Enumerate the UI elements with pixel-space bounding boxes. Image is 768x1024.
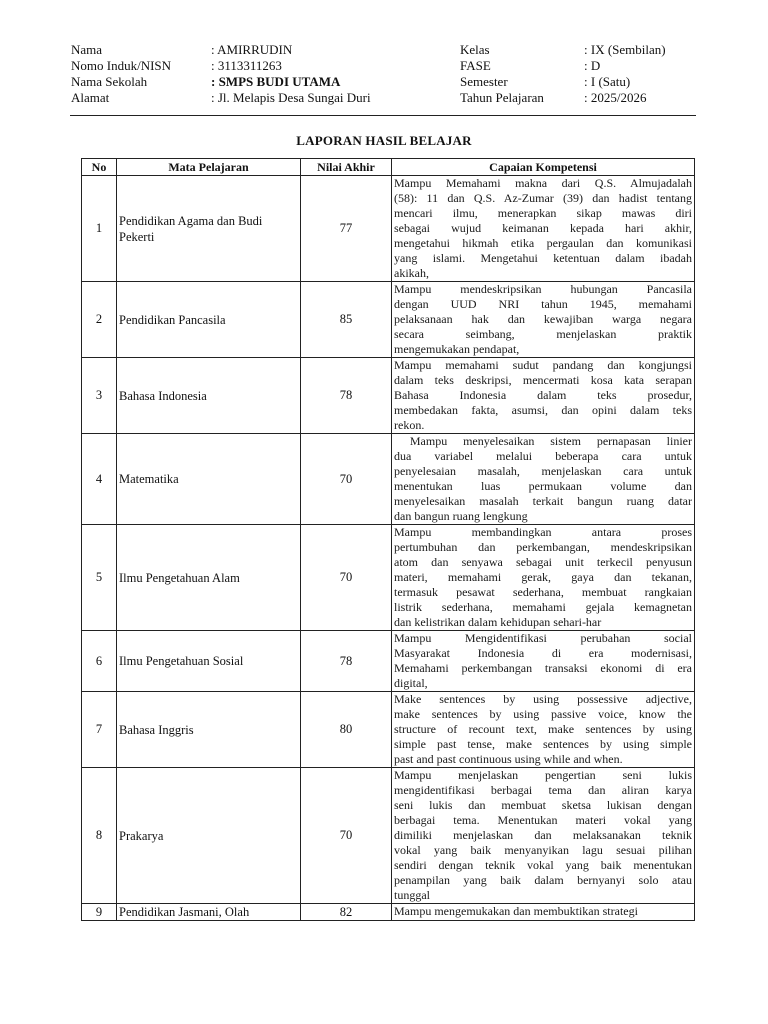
competency-line: berbagai tema. Menentukan materi vokal yang [394,813,692,827]
competency-line: atom dan senyawa sebagai unit terkecil penyusun [394,555,692,569]
table-row [82,358,695,434]
final-score: 78 [301,358,392,434]
competency-line: Mampu mengemukakan dan membuktikan strategi [394,904,638,918]
subject-name: Pendidikan Agama dan Budi Pekerti [117,176,301,282]
competency-line: vokal yang baik menyanyikan lagu sesuai pilihan [394,843,692,857]
competency-line: rekon. [394,418,425,432]
name-value: : AMIRRUDIN [211,42,293,57]
row-number: 6 [82,631,117,692]
grades-table [81,158,695,921]
competency-line: dalam teks deskripsi, mencermati kosa kata serapan [394,373,692,387]
table-row [82,434,695,525]
competency-line: mencari ilmu, menerapkan sikap mawas diri [394,206,692,220]
info-row-3 [71,74,691,90]
competency-line: Memahami perkembangan transaksi ekonomi di era [394,661,692,675]
table-row [82,692,695,768]
table-row [82,631,695,692]
final-score: 82 [301,904,392,921]
competency-line: simple past tense, make sentences by using simple [394,737,692,751]
row-number: 2 [82,282,117,358]
row-number: 9 [82,904,117,921]
final-score: 70 [301,525,392,631]
table-header-row [82,159,695,176]
competency-line: materi, memahami gerak, gaya dan tekanan, [394,570,692,584]
row-number: 3 [82,358,117,434]
final-score: 80 [301,692,392,768]
subject-name: Pendidikan Jasmani, Olah [117,904,301,921]
competency-line: membedakan fakta, asumsi, dan opini dalam teks [394,403,692,417]
competency-line: sendiri dengan teknik vokal yang baik menentukan [394,858,692,872]
competency-description [392,525,695,631]
competency-line: (58): 11 dan Q.S. Az-Zumar (39) dan hadist tentang [394,191,692,205]
subject-name: Ilmu Pengetahuan Sosial [117,631,301,692]
competency-description [392,904,695,921]
class-label: Kelas [460,42,490,57]
competency-line: menyelesaikan masalah terkait bangun ruang datar [394,494,692,508]
competency-line: Mampu memahami sudut pandang dan kongjungsi [394,358,692,372]
competency-description [392,768,695,904]
year-value: : 2025/2026 [584,90,647,105]
competency-line: Make sentences by using possessive adjective, [394,692,692,706]
competency-line: mengidentifikasi berbagai tema dan aliran karya [394,783,692,797]
competency-line: sebagai wujud keimanan kepada hari akhir, [394,221,692,235]
competency-line: digital, [394,676,428,690]
competency-line: dengan UUD NRI tahun 1945, memahami [394,297,692,311]
school-value: : SMPS BUDI UTAMA [211,74,341,89]
nisn-value: : 3113311263 [211,58,282,73]
final-score: 85 [301,282,392,358]
competency-line: mengetahui hikmah etika pergaulan dan komunikasi [394,236,692,250]
student-info [71,42,691,106]
col-header-subject: Mata Pelajaran [117,159,301,176]
competency-line: dua variabel melalui beberapa cara untuk [394,449,692,463]
subject-name: Matematika [117,434,301,525]
row-number: 1 [82,176,117,282]
competency-line: Mampu menyelesaikan sistem pernapasan linier [394,434,692,448]
competency-line: dimiliki menjelaskan dan melaksanakan teknik [394,828,692,842]
competency-line: dan kelistrikan dalam kehidupan sehari-har [394,615,602,629]
table-row [82,525,695,631]
subject-name: Bahasa Indonesia [117,358,301,434]
competency-line: Mampu Memahami makna dari Q.S. Almujadalah [394,176,692,190]
col-header-score: Nilai Akhir [301,159,392,176]
row-number: 5 [82,525,117,631]
competency-line: seni lukis dan membuat sketsa lukisan dengan [394,798,692,812]
competency-line: past and past continuous using while and when. [394,752,623,766]
competency-line: listrik sederhana, memahami gejala kemagnetan [394,600,692,614]
final-score: 77 [301,176,392,282]
competency-line: structure of recount text, make sentences by using [394,722,692,736]
table-row [82,904,695,921]
subject-name: Prakarya [117,768,301,904]
competency-line: yang islami. Mengetahui ketentuan dalam ibadah [394,251,692,265]
table-row [82,176,695,282]
phase-label: FASE [460,58,491,73]
competency-line: pelaksanaan hak dan kewajiban warga negara [394,312,692,326]
competency-line: Mampu Mengidentifikasi perubahan social [394,631,692,645]
competency-line: Bahasa Indonesia dalam teks prosedur, [394,388,692,402]
semester-value: : I (Satu) [584,74,631,89]
grades-body [82,176,695,921]
competency-description [392,282,695,358]
final-score: 70 [301,768,392,904]
competency-line: termasuk pesawat sederhana, membuat rangkaian [394,585,692,599]
final-score: 78 [301,631,392,692]
competency-line: Mampu membandingkan antara proses [394,525,692,539]
info-row-2 [71,58,691,74]
table-row [82,282,695,358]
competency-line: Mampu menjelaskan pengertian seni lukis [394,768,692,782]
row-number: 8 [82,768,117,904]
header-divider [70,115,696,116]
competency-description [392,631,695,692]
competency-description [392,434,695,525]
semester-label: Semester [460,74,508,89]
competency-line: pertumbuhan dan perkembangan, mendeskripsikan [394,540,692,554]
year-label: Tahun Pelajaran [460,90,544,105]
subject-name: Pendidikan Pancasila [117,282,301,358]
competency-line: akikah, [394,266,429,280]
nisn-label: Nomo Induk/NISN [71,58,172,73]
table-row [82,768,695,904]
competency-line: Masyarakat Indonesia di era modernisasi, [394,646,692,660]
report-title: LAPORAN HASIL BELAJAR [296,133,472,148]
info-row-4 [71,90,691,106]
subject-name: Bahasa Inggris [117,692,301,768]
competency-line: penyelesaian masalah, menjelaskan cara untuk [394,464,692,478]
competency-description [392,692,695,768]
info-row-1 [71,42,691,58]
row-number: 4 [82,434,117,525]
phase-value: : D [584,58,601,73]
competency-line: tunggal [394,888,430,902]
competency-line: menentukan luas permukaan volume dan [394,479,692,493]
class-value: : IX (Sembilan) [584,42,666,57]
competency-line: mengemukakan pendapat, [394,342,520,356]
competency-description [392,358,695,434]
competency-description [392,176,695,282]
address-label: Alamat [71,90,110,105]
col-header-competency: Capaian Kompetensi [392,159,695,176]
competency-line: Mampu mendeskripsikan hubungan Pancasila [394,282,692,296]
final-score: 70 [301,434,392,525]
col-header-no: No [82,159,117,176]
subject-name: Ilmu Pengetahuan Alam [117,525,301,631]
competency-line: dan bangun ruang lengkung [394,509,528,523]
address-value: : Jl. Melapis Desa Sungai Duri [211,90,371,105]
competency-line: penampilan yang baik dalam bernyanyi solo atau [394,873,692,887]
row-number: 7 [82,692,117,768]
competency-line: make sentences by using passive voice, know the [394,707,692,721]
competency-line: secara seimbang, menjelaskan praktik [394,327,692,341]
school-label: Nama Sekolah [71,74,148,89]
name-label: Nama [71,42,103,57]
